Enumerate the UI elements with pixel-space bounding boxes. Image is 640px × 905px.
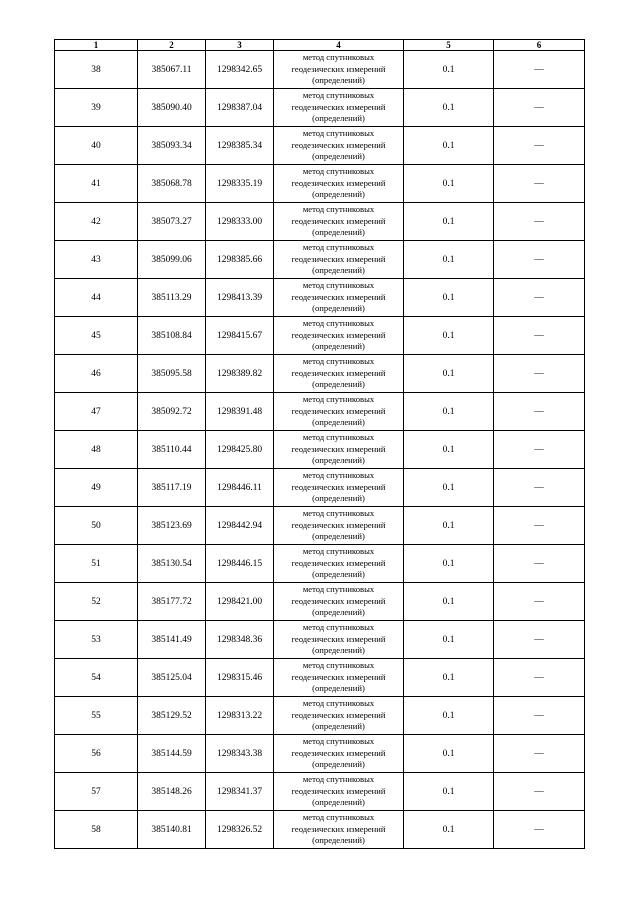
note-value: — [494,51,585,89]
precision-value: 0.1 [404,89,494,127]
table-row [55,431,585,469]
method-line: метод спутниковых [302,394,375,405]
method-line: (определений) [312,75,365,86]
point-number: 55 [55,697,138,735]
table-row [55,621,585,659]
point-number: 58 [55,811,138,849]
method-line: (определений) [312,493,365,504]
method-line: геодезических измерений [291,329,386,340]
method-line: (определений) [312,379,365,390]
precision-value: 0.1 [404,811,494,849]
method-cell [274,51,404,89]
coordinate-x: 385140.81 [138,811,206,849]
method-line: метод спутниковых [302,52,375,63]
coordinate-y: 1298415.67 [206,317,274,355]
table-row [55,507,585,545]
note-value: — [494,545,585,583]
point-number: 40 [55,127,138,165]
precision-value: 0.1 [404,317,494,355]
table-row [55,51,585,89]
method-line: метод спутниковых [302,128,375,139]
method-line: (определений) [312,265,365,276]
method-cell [274,279,404,317]
point-number: 50 [55,507,138,545]
method-cell [274,469,404,507]
precision-value: 0.1 [404,583,494,621]
point-number: 48 [55,431,138,469]
table-row [55,279,585,317]
note-value: — [494,735,585,773]
coordinate-x: 385110.44 [138,431,206,469]
table-body [55,51,585,849]
coordinate-y: 1298335.19 [206,165,274,203]
coordinate-y: 1298389.82 [206,355,274,393]
note-value: — [494,165,585,203]
coordinate-y: 1298333.00 [206,203,274,241]
method-line: метод спутниковых [302,318,375,329]
coordinate-x: 385148.26 [138,773,206,811]
method-cell [274,431,404,469]
method-line: геодезических измерений [291,443,386,454]
precision-value: 0.1 [404,735,494,773]
table-row [55,469,585,507]
method-line: геодезических измерений [291,671,386,682]
point-number: 53 [55,621,138,659]
precision-value: 0.1 [404,545,494,583]
table-row [55,659,585,697]
method-cell [274,241,404,279]
precision-value: 0.1 [404,165,494,203]
table-header [55,40,585,51]
coordinate-x: 385125.04 [138,659,206,697]
method-line: (определений) [312,683,365,694]
header-col-1: 1 [55,40,138,51]
table-row [55,355,585,393]
coordinate-y: 1298343.38 [206,735,274,773]
coordinate-y: 1298326.52 [206,811,274,849]
method-line: метод спутниковых [302,280,375,291]
point-number: 45 [55,317,138,355]
method-line: (определений) [312,721,365,732]
method-line: (определений) [312,151,365,162]
table-row [55,811,585,849]
precision-value: 0.1 [404,697,494,735]
note-value: — [494,469,585,507]
note-value: — [494,355,585,393]
coordinate-x: 385068.78 [138,165,206,203]
method-line: метод спутниковых [302,660,375,671]
method-line: метод спутниковых [302,812,375,823]
note-value: — [494,811,585,849]
coordinate-x: 385123.69 [138,507,206,545]
method-line: геодезических измерений [291,481,386,492]
method-line: геодезических измерений [291,139,386,150]
method-line: метод спутниковых [302,204,375,215]
point-number: 49 [55,469,138,507]
method-line: (определений) [312,417,365,428]
method-line: геодезических измерений [291,709,386,720]
precision-value: 0.1 [404,51,494,89]
coordinate-y: 1298446.11 [206,469,274,507]
table-row [55,89,585,127]
point-number: 38 [55,51,138,89]
coordinate-x: 385067.11 [138,51,206,89]
coordinate-y: 1298425.80 [206,431,274,469]
note-value: — [494,203,585,241]
coordinate-x: 385177.72 [138,583,206,621]
method-line: (определений) [312,569,365,580]
header-row [55,40,585,51]
coordinate-y: 1298421.00 [206,583,274,621]
method-line: геодезических измерений [291,101,386,112]
method-line: метод спутниковых [302,470,375,481]
method-line: геодезических измерений [291,405,386,416]
method-line: геодезических измерений [291,291,386,302]
coordinate-x: 385129.52 [138,697,206,735]
point-number: 41 [55,165,138,203]
point-number: 52 [55,583,138,621]
note-value: — [494,583,585,621]
method-line: геодезических измерений [291,785,386,796]
table-row [55,317,585,355]
coordinate-y: 1298387.04 [206,89,274,127]
method-line: метод спутниковых [302,508,375,519]
method-line: метод спутниковых [302,546,375,557]
method-line: (определений) [312,607,365,618]
method-line: (определений) [312,113,365,124]
method-cell [274,697,404,735]
method-line: метод спутниковых [302,356,375,367]
method-cell [274,165,404,203]
coordinate-x: 385095.58 [138,355,206,393]
coordinate-y: 1298413.39 [206,279,274,317]
coordinate-y: 1298446.15 [206,545,274,583]
precision-value: 0.1 [404,621,494,659]
method-line: (определений) [312,645,365,656]
method-cell [274,811,404,849]
point-number: 51 [55,545,138,583]
coordinate-y: 1298315.46 [206,659,274,697]
method-line: геодезических измерений [291,215,386,226]
method-line: геодезических измерений [291,633,386,644]
method-line: геодезических измерений [291,519,386,530]
table-row [55,127,585,165]
precision-value: 0.1 [404,127,494,165]
coordinate-x: 385117.19 [138,469,206,507]
method-cell [274,507,404,545]
method-cell [274,393,404,431]
method-line: геодезических измерений [291,823,386,834]
method-line: (определений) [312,341,365,352]
table-row [55,735,585,773]
note-value: — [494,393,585,431]
coordinate-y: 1298348.36 [206,621,274,659]
method-line: (определений) [312,303,365,314]
note-value: — [494,621,585,659]
header-col-6: 6 [494,40,585,51]
precision-value: 0.1 [404,203,494,241]
coordinate-x: 385108.84 [138,317,206,355]
method-cell [274,735,404,773]
table-row [55,773,585,811]
method-cell [274,621,404,659]
precision-value: 0.1 [404,279,494,317]
coordinates-table [54,39,585,849]
method-cell [274,545,404,583]
precision-value: 0.1 [404,355,494,393]
table-row [55,165,585,203]
point-number: 39 [55,89,138,127]
method-line: метод спутниковых [302,736,375,747]
coordinate-x: 385093.34 [138,127,206,165]
method-line: геодезических измерений [291,595,386,606]
method-line: (определений) [312,189,365,200]
precision-value: 0.1 [404,431,494,469]
method-cell [274,317,404,355]
precision-value: 0.1 [404,469,494,507]
point-number: 56 [55,735,138,773]
note-value: — [494,127,585,165]
table-row [55,545,585,583]
method-line: метод спутниковых [302,774,375,785]
coordinate-x: 385090.40 [138,89,206,127]
point-number: 46 [55,355,138,393]
point-number: 42 [55,203,138,241]
table-row [55,583,585,621]
method-line: геодезических измерений [291,177,386,188]
coordinate-x: 385073.27 [138,203,206,241]
coordinate-y: 1298385.34 [206,127,274,165]
precision-value: 0.1 [404,393,494,431]
coordinate-y: 1298391.48 [206,393,274,431]
coordinate-x: 385130.54 [138,545,206,583]
precision-value: 0.1 [404,773,494,811]
coordinate-y: 1298313.22 [206,697,274,735]
coordinate-y: 1298442.94 [206,507,274,545]
point-number: 44 [55,279,138,317]
note-value: — [494,659,585,697]
note-value: — [494,507,585,545]
header-col-5: 5 [404,40,494,51]
table-row [55,203,585,241]
coordinate-x: 385092.72 [138,393,206,431]
point-number: 47 [55,393,138,431]
table-row [55,697,585,735]
method-cell [274,203,404,241]
table-row [55,393,585,431]
header-col-3: 3 [206,40,274,51]
note-value: — [494,431,585,469]
coordinate-y: 1298342.65 [206,51,274,89]
header-col-2: 2 [138,40,206,51]
note-value: — [494,89,585,127]
coordinate-x: 385144.59 [138,735,206,773]
method-line: (определений) [312,227,365,238]
method-line: геодезических измерений [291,367,386,378]
note-value: — [494,241,585,279]
header-col-4: 4 [274,40,404,51]
method-cell [274,659,404,697]
method-line: геодезических измерений [291,63,386,74]
note-value: — [494,317,585,355]
method-line: (определений) [312,455,365,466]
method-cell [274,127,404,165]
precision-value: 0.1 [404,241,494,279]
table-row [55,241,585,279]
method-cell [274,89,404,127]
note-value: — [494,279,585,317]
coordinate-y: 1298341.37 [206,773,274,811]
coordinate-x: 385099.06 [138,241,206,279]
method-line: метод спутниковых [302,166,375,177]
method-cell [274,773,404,811]
coordinate-x: 385113.29 [138,279,206,317]
method-cell [274,355,404,393]
method-line: метод спутниковых [302,698,375,709]
precision-value: 0.1 [404,659,494,697]
point-number: 54 [55,659,138,697]
method-line: (определений) [312,797,365,808]
note-value: — [494,773,585,811]
precision-value: 0.1 [404,507,494,545]
note-value: — [494,697,585,735]
coordinate-x: 385141.49 [138,621,206,659]
method-line: (определений) [312,759,365,770]
method-line: метод спутниковых [302,242,375,253]
method-line: метод спутниковых [302,90,375,101]
method-line: метод спутниковых [302,584,375,595]
method-line: метод спутниковых [302,432,375,443]
method-cell [274,583,404,621]
point-number: 57 [55,773,138,811]
point-number: 43 [55,241,138,279]
method-line: (определений) [312,531,365,542]
method-line: метод спутниковых [302,622,375,633]
method-line: (определений) [312,835,365,846]
method-line: геодезических измерений [291,557,386,568]
method-line: геодезических измерений [291,253,386,264]
method-line: геодезических измерений [291,747,386,758]
coordinate-y: 1298385.66 [206,241,274,279]
